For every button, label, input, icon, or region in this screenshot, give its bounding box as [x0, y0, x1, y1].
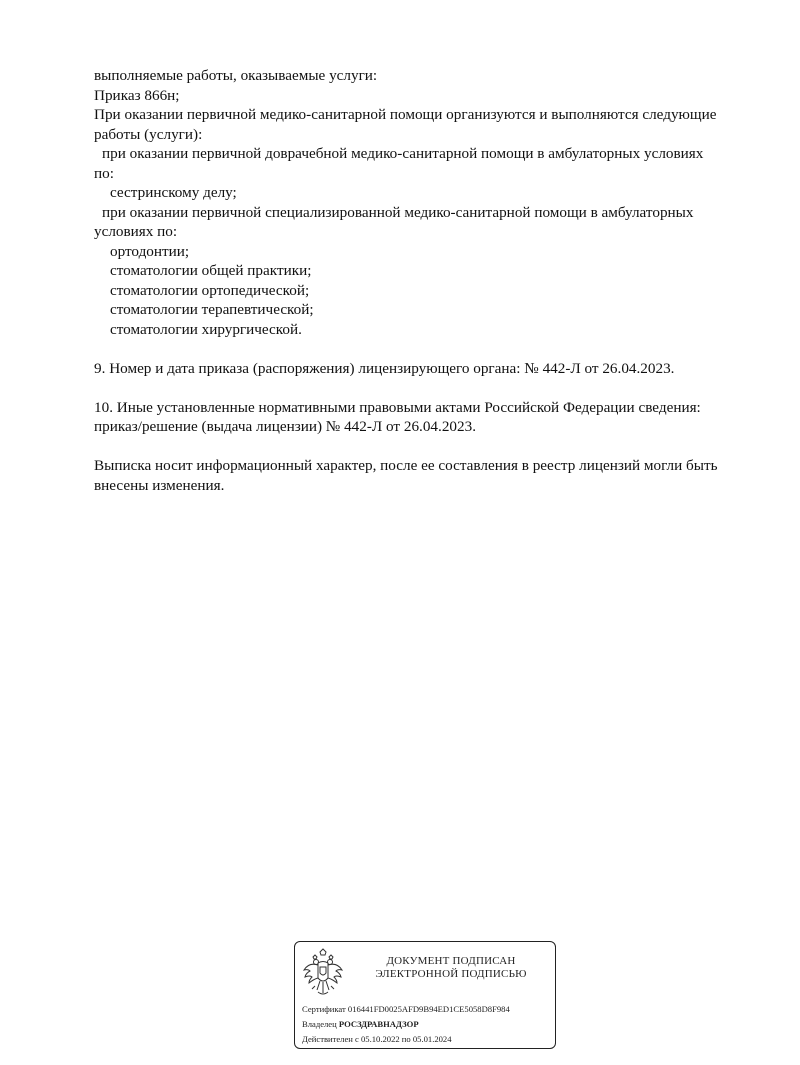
validity-row: Действителен с 05.10.2022 по 05.01.2024 — [302, 1034, 452, 1044]
paragraph-gap — [94, 378, 764, 398]
text-line: ортодонтии; — [110, 242, 190, 260]
certificate-row — [302, 1002, 552, 1017]
text-line: 10. Иные установленные нормативными правовыми актами Российской Федерации сведения: — [94, 398, 701, 416]
coat-of-arms-icon — [301, 948, 345, 998]
text-line: Выписка носит информационный характер, после ее составления в реестр лицензий могли быть — [94, 457, 718, 474]
stamp-details — [302, 1002, 552, 1047]
paragraph-gap — [94, 339, 764, 359]
owner-label: Владелец — [302, 1019, 337, 1029]
text-line: стоматологии ортопедической; — [110, 281, 310, 299]
owner-value: РОСЗДРАВНАДЗОР — [338, 1019, 419, 1029]
text-line: работы (услуги): — [94, 125, 203, 143]
paragraph-gap — [94, 437, 764, 457]
certificate-label: Сертификат — [302, 1004, 346, 1014]
text-line: 9. Номер и дата приказа (распоряжения) лицензирующего органа: № 442-Л от 26.04.2023. — [94, 359, 675, 377]
text-line: стоматологии хирургической. — [110, 320, 302, 338]
stamp-title-line: ЭЛЕКТРОННОЙ ПОДПИСЬЮ — [375, 968, 527, 980]
text-line: стоматологии терапевтической; — [110, 301, 314, 318]
text-line: приказ/решение (выдача лицензии) № 442-Л от 26.04.2023. — [94, 418, 476, 435]
text-line: сестринскому делу; — [110, 184, 237, 201]
text-line: Приказ 866н; — [94, 86, 180, 104]
text-line: при оказании первичной специализированной медико-санитарной помощи в амбулаторных — [102, 203, 694, 221]
text-line: При оказании первичной медико-санитарной помощи организуются и выполняются следующие — [94, 106, 717, 123]
electronic-signature-stamp — [294, 941, 556, 1049]
owner-row — [302, 1017, 552, 1032]
text-line: внесены изменения. — [94, 476, 225, 494]
text-line: при оказании первичной доврачебной медико-санитарной помощи в амбулаторных условиях — [102, 145, 704, 162]
certificate-value: 016441FD0025AFD9B94ED1CE5058D8F984 — [347, 1004, 510, 1014]
text-line: выполняемые работы, оказываемые услуги: — [94, 67, 378, 84]
text-line: условиях по: — [94, 223, 178, 240]
stamp-title — [353, 955, 549, 981]
stamp-title-line: ДОКУМЕНТ ПОДПИСАН — [386, 955, 516, 967]
document-body — [94, 66, 764, 495]
text-line: стоматологии общей практики; — [110, 262, 312, 279]
text-line: по: — [94, 164, 114, 182]
